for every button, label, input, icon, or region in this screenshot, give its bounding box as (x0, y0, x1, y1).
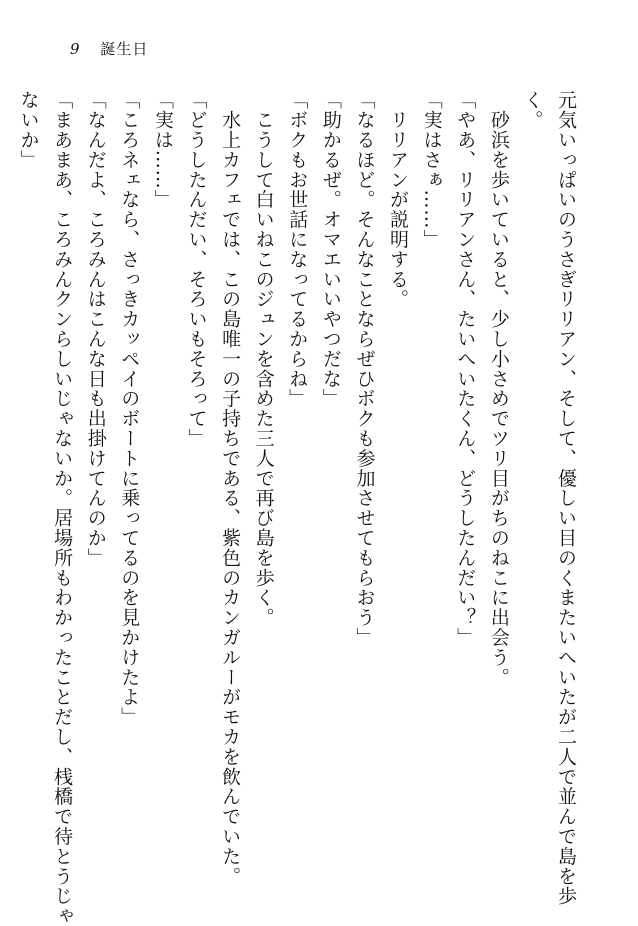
text-line: ないか」 (17, 90, 40, 170)
text-line: 「やあ、リリアンさん、たいへいたくん、どうしたんだい？」 (454, 90, 477, 648)
text-line: リリアンが説明する。 (387, 90, 410, 309)
text-line: 「なるほど。そんなことならぜひボクも参加させてもらおう」 (353, 90, 376, 648)
text-line: 「どうしたんだい、そろいもそろって」 (185, 90, 208, 449)
text-line: 「実は……」 (151, 90, 174, 210)
page-header (70, 38, 148, 59)
text-line: こうして白いねこのジュンを含めた三人で再び島を歩く。 (252, 90, 275, 628)
text-line: 「ころネェなら、さっきカッペイのボートに乗ってるのを見かけたよ」 (118, 90, 141, 727)
text-line: 「なんだよ、ころみんはこんな日も出掛けてんのか」 (84, 90, 107, 568)
body-text (17, 90, 582, 926)
text-line: 「助かるぜ。オマエいいやつだな」 (319, 90, 342, 409)
text-line: 水上カフェでは、この島唯一の子持ちである、紫色のカンガルーがモカを飲んでいた。 (219, 90, 242, 886)
text-line: 元気いっぱいのうさぎリリアン、そして、優しい目のくまたいへいたが二人で並んで島を歩 (555, 90, 577, 906)
text-line: 「まあまあ、ころみんクンらしいじゃないか。居場所もわかったことだし、桟橋で待とうじゃ (51, 90, 74, 926)
text-line: 「ボクもお世話になってるからね」 (286, 90, 309, 409)
chapter-title: 誕生日 (100, 40, 149, 58)
text-line: 砂浜を歩いていると、少し小さめでツリ目がちのねこに出会う。 (487, 90, 510, 687)
page-number: 9 (70, 40, 81, 58)
text-line: く。 (521, 90, 544, 130)
text-line: 「実はさぁ……」 (420, 90, 443, 250)
